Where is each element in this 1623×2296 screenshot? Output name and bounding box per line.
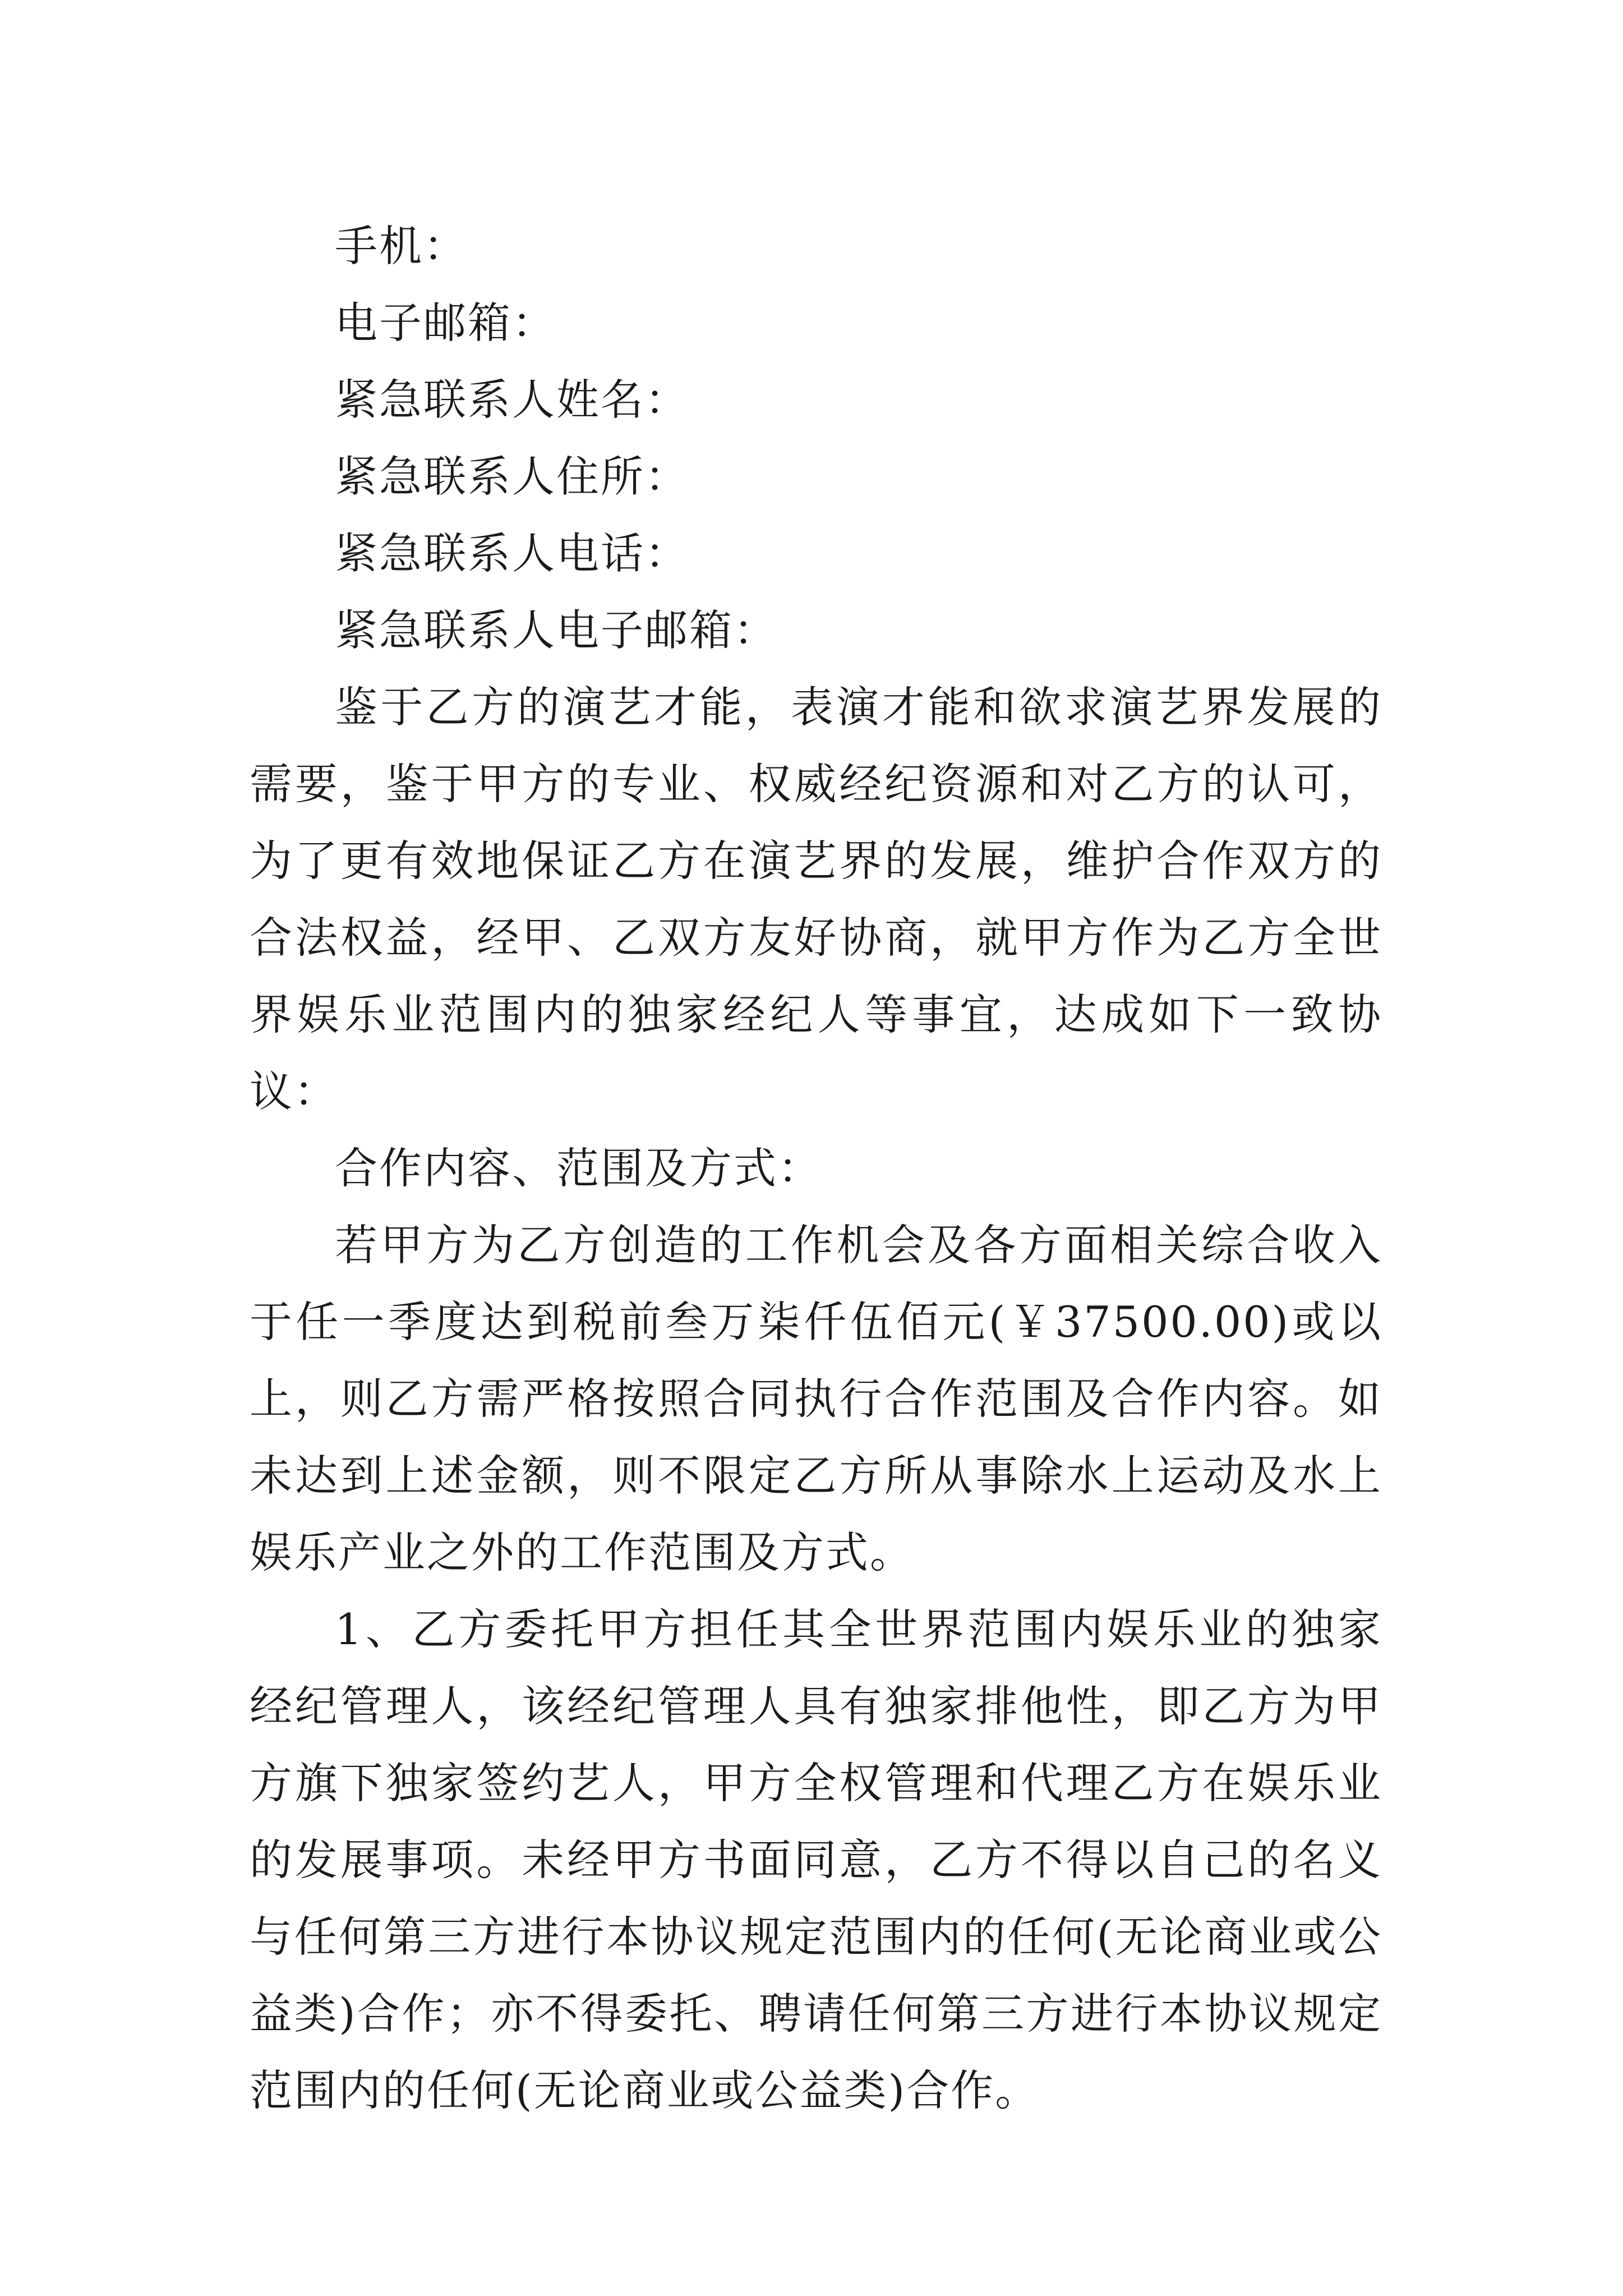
field-mobile: 手机： — [335, 221, 468, 271]
field-emergency-address: 紧急联系人住所： — [335, 452, 689, 501]
document-body — [250, 208, 1382, 2129]
section-heading: 合作内容、范围及方式： — [335, 1143, 822, 1193]
clause-1-paragraph: 1、乙方委托甲方担任其全世界范围内娱乐业的独家经纪管理人，该经纪管理人具有独家排他性，即乙方为甲方旗下独家签约艺人，甲方全权管理和代理乙方在娱乐业的发展事项。未经甲方书面同意，乙方不得以自己的名义与任何第三方进行本协议规定范围内的任何(无论商业或公益类)合作；亦不得委托、聘请任何第三方进行本协议规定范围内的任何(无论商业或公益类)合作。 — [250, 1604, 1382, 2115]
field-emergency-name: 紧急联系人姓名： — [335, 375, 689, 425]
field-email: 电子邮箱： — [335, 298, 556, 348]
field-emergency-phone: 紧急联系人电话： — [335, 528, 689, 578]
field-emergency-email: 紧急联系人电子邮箱： — [335, 605, 778, 655]
income-clause-paragraph: 若甲方为乙方创造的工作机会及各方面相关综合收入于任一季度达到税前叁万柒仟伍佰元(￥37500.00)或以上，则乙方需严格按照合同执行合作范围及合作内容。如未达到上述金额，则不限定乙方所从事除水上运动及水上娱乐产业之外的工作范围及方式。 — [250, 1220, 1382, 1577]
preamble-paragraph: 鉴于乙方的演艺才能，表演才能和欲求演艺界发展的需要，鉴于甲方的专业、权威经纪资源和对乙方的认可，为了更有效地保证乙方在演艺界的发展，维护合作双方的合法权益，经甲、乙双方友好协商，就甲方作为乙方全世界娱乐业范围内的独家经纪人等事宜，达成如下一致协议： — [250, 682, 1382, 1116]
